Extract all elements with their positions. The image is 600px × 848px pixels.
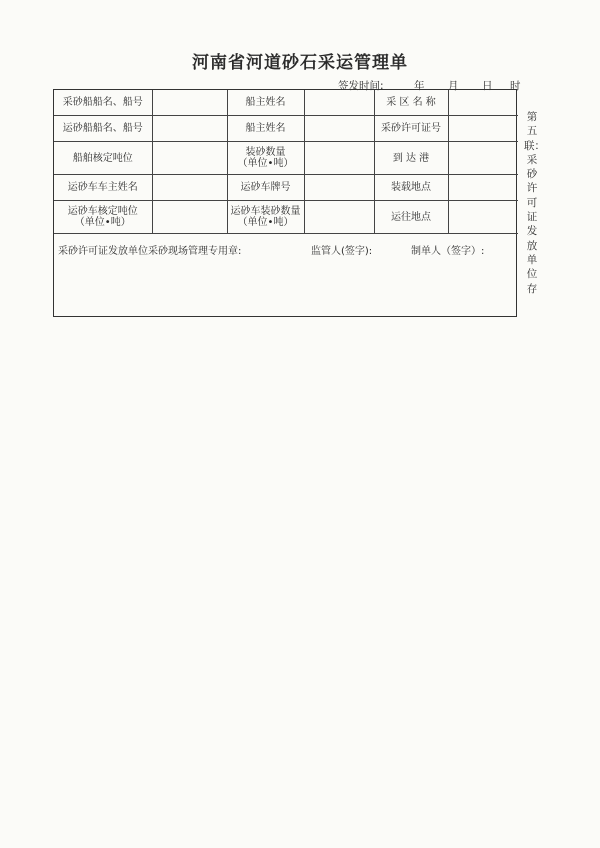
issue-time-hour: 时	[510, 80, 521, 92]
copy-note: 第五联：采砂许可证发放单位存	[524, 111, 545, 295]
field-label: 到 达 港	[374, 142, 448, 175]
field-label: 运砂车装砂数量 （单位•吨）	[227, 201, 304, 234]
field-value[interactable]	[152, 90, 227, 116]
field-label: 采砂船船名、船号	[54, 90, 152, 116]
table-row	[54, 142, 518, 175]
field-label: 船主姓名	[227, 116, 304, 142]
field-label: 船舶核定吨位	[54, 142, 152, 175]
field-label: 采砂许可证号	[374, 116, 448, 142]
field-label: 采 区 名 称	[374, 90, 448, 116]
field-value[interactable]	[304, 175, 374, 201]
issuer-signature-label: 制单人（签字）:	[411, 246, 485, 257]
field-value[interactable]	[304, 142, 374, 175]
field-value[interactable]	[448, 142, 518, 175]
field-value[interactable]	[304, 116, 374, 142]
form-table	[53, 89, 517, 317]
table-row	[54, 175, 518, 201]
seal-label: 采砂许可证发放单位采砂现场管理专用章:	[58, 246, 242, 257]
issue-time-month: 月	[448, 80, 459, 92]
field-value[interactable]	[448, 201, 518, 234]
table-row	[54, 116, 518, 142]
table-row	[54, 90, 518, 116]
field-value[interactable]	[448, 116, 518, 142]
field-label: 运砂车牌号	[227, 175, 304, 201]
field-value[interactable]	[152, 116, 227, 142]
field-label: 船主姓名	[227, 90, 304, 116]
form-grid	[54, 90, 518, 234]
field-label: 装载地点	[374, 175, 448, 201]
document-title: 河南省河道砂石采运管理单	[192, 53, 408, 73]
field-value[interactable]	[448, 175, 518, 201]
supervisor-signature-label: 监管人(签字):	[311, 246, 373, 257]
signature-area	[54, 234, 516, 316]
field-value[interactable]	[152, 142, 227, 175]
field-label: 运砂船船名、船号	[54, 116, 152, 142]
table-row	[54, 201, 518, 234]
issue-time-day: 日	[482, 80, 493, 92]
issue-time-year: 年	[414, 80, 425, 92]
issue-time-label: 签发时间:	[338, 80, 384, 92]
field-value[interactable]	[152, 175, 227, 201]
field-label: 运往地点	[374, 201, 448, 234]
field-label: 装砂数量 （单位•吨）	[227, 142, 304, 175]
field-value[interactable]	[304, 90, 374, 116]
field-label: 运砂车车主姓名	[54, 175, 152, 201]
field-label: 运砂车核定吨位 （单位•吨）	[54, 201, 152, 234]
field-value[interactable]	[152, 201, 227, 234]
field-value[interactable]	[448, 90, 518, 116]
field-value[interactable]	[304, 201, 374, 234]
